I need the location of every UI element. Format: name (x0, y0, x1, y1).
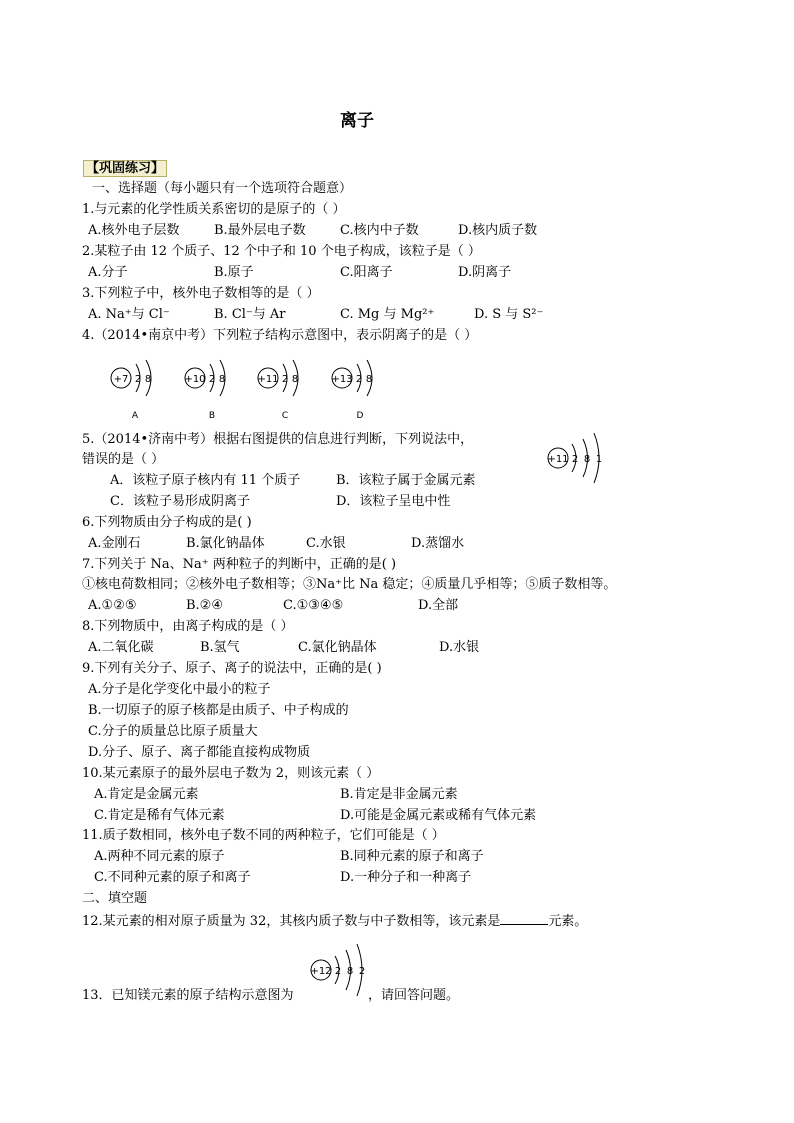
q1-stem: 1.与元素的化学性质关系密切的是原子的（ ） (82, 202, 346, 217)
q5-option-c: C．该粒子易形成阴离子 (110, 494, 250, 509)
q9-option-c: C.分子的质量总比原子质量大 (88, 724, 258, 739)
q9-option-d: D.分子、原子、离子都能直接构成物质 (88, 745, 311, 760)
section-tag: 【巩固练习】 (83, 160, 167, 177)
q10-stem: 10.某元素原子的最外层电子数为 2，则该元素（ ） (82, 766, 380, 781)
svg-text:2: 2 (355, 374, 363, 385)
q12-stem-after: 元素。 (548, 914, 588, 929)
q10-option-d: D.可能是金属元素或稀有气体元素 (340, 808, 537, 823)
q3-option-c: C. Mg 与 Mg²⁺ (340, 307, 435, 322)
q6-stem: 6.下列物质由分子构成的是( ) (82, 515, 252, 530)
q5-option-a: A．该粒子原子核内有 11 个质子 (110, 473, 301, 488)
nucleus-charge: +12 (310, 966, 332, 977)
q9-option-a: A.分子是化学变化中最小的粒子 (88, 682, 271, 697)
svg-text:8: 8 (291, 374, 299, 385)
q6-option-a: A.金刚石 (88, 536, 141, 551)
q5-stem-line1: 5.（2014•济南中考）根据右图提供的信息进行判断，下列说法中， (82, 432, 474, 447)
nucleus-charge: +10 (184, 374, 206, 385)
q10-option-c: C.肯定是稀有气体元素 (94, 808, 225, 823)
q8-stem: 8.下列物质中，由离子构成的是（ ） (82, 619, 294, 634)
q11-option-a: A.两种不同元素的原子 (94, 849, 225, 864)
q11-option-b: B.同种元素的原子和离子 (340, 849, 484, 864)
q6-option-d: D.蒸馏水 (411, 536, 465, 551)
nucleus-charge: +13 (331, 374, 353, 385)
q5-stem-line2: 错误的是（ ） (82, 452, 165, 467)
q12-answer-blank[interactable] (500, 912, 548, 925)
q5-option-b: B．该粒子属于金属元素 (336, 473, 476, 488)
q11-option-d: D.一种分子和一种离子 (340, 870, 472, 885)
q3-stem: 3.下列粒子中，核外电子数相等的是（ ） (82, 286, 320, 301)
svg-text:8: 8 (583, 454, 591, 465)
q2-option-b: B.原子 (214, 265, 254, 280)
q12-stem (82, 912, 587, 930)
svg-text:1: 1 (595, 454, 603, 465)
q4-stem: 4.（2014•南京中考）下列粒子结构示意图中，表示阴离子的是（ ） (82, 328, 478, 343)
diagram-label: D (356, 411, 364, 421)
q3-option-a: A. Na⁺与 Cl⁻ (88, 307, 170, 322)
q9-stem: 9.下列有关分子、原子、离子的说法中，正确的是( ) (82, 661, 382, 676)
q1-option-c: C.核内中子数 (340, 223, 419, 238)
part1-heading: 一、选择题（每小题只有一个选项符合题意） (92, 181, 353, 196)
q5-option-d: D．该粒子呈电中性 (336, 494, 451, 509)
q6-option-c: C.水银 (306, 536, 346, 551)
q7-option-c: C.①③④⑤ (283, 598, 344, 613)
q2-stem: 2.某粒子由 12 个质子、12 个中子和 10 个电子构成，该粒子是（ ） (82, 244, 481, 259)
q3-option-b: B. Cl⁻与 Ar (214, 307, 286, 322)
q13-stem-before: 13．已知镁元素的原子结构示意图为 (82, 988, 294, 1003)
q8-option-b: B.氢气 (200, 640, 240, 655)
shell-1-count: 2 (134, 374, 142, 385)
q11-option-c: C.不同种元素的原子和离子 (94, 870, 251, 885)
q7-statements: ①核电荷数相同；②核外电子数相等；③Na⁺比 Na 稳定；④质量几乎相等；⑤质子数相等。 (82, 577, 617, 592)
diagram-label: B (208, 411, 216, 421)
svg-text:8: 8 (346, 966, 354, 977)
svg-text:2: 2 (281, 374, 289, 385)
q4-diagram-d (329, 356, 389, 422)
q7-option-b: B.②④ (186, 598, 223, 613)
q10-option-b: B.肯定是非金属元素 (340, 787, 458, 802)
q6-option-b: B.氯化钠晶体 (186, 536, 265, 551)
q1-option-b: B.最外层电子数 (214, 223, 306, 238)
q2-option-c: C.阳离子 (340, 265, 393, 280)
q7-option-a: A.①②⑤ (88, 598, 137, 613)
diagram-label: A (131, 411, 139, 421)
q9-option-b: B.一切原子的原子核都是由质子、中子构成的 (88, 703, 349, 718)
q8-option-d: D.水银 (439, 640, 480, 655)
q7-stem: 7.下列关于 Na、Na⁺ 两种粒子的判断中，正确的是( ) (82, 557, 397, 572)
part2-heading: 二、填空题 (82, 891, 148, 906)
svg-text:2: 2 (208, 374, 216, 385)
q1-option-d: D.核内质子数 (458, 223, 538, 238)
q1-option-a: A.核外电子层数 (88, 223, 180, 238)
q4-diagram-c (255, 356, 315, 422)
svg-text:8: 8 (218, 374, 226, 385)
q2-option-a: A.分子 (88, 265, 128, 280)
q13-stem-after: ，请回答问题。 (368, 988, 460, 1003)
q2-option-d: D.阴离子 (458, 265, 512, 280)
q7-option-d: D.全部 (418, 598, 459, 613)
q8-option-c: C.氯化钠晶体 (298, 640, 377, 655)
svg-text:8: 8 (365, 374, 373, 385)
diagram-label: C (281, 411, 289, 421)
nucleus-charge: +11 (547, 454, 569, 465)
nucleus-charge: +11 (257, 374, 279, 385)
q4-diagram-a (108, 356, 168, 422)
shell-2-count: 8 (144, 374, 152, 385)
q11-stem: 11.质子数相同，核外电子数不同的两种粒子，它们可能是（ ） (82, 828, 445, 843)
q3-option-d: D. S 与 S²⁻ (474, 307, 544, 322)
q5-atom-diagram (545, 430, 615, 486)
q8-option-a: A.二氧化碳 (88, 640, 154, 655)
nucleus-charge: +7 (113, 374, 129, 385)
q12-stem-before: 12.某元素的相对原子质量为 32，其核内质子数与中子数相等，该元素是 (82, 914, 501, 929)
svg-text:2: 2 (334, 966, 342, 977)
q4-diagram-b (182, 356, 242, 422)
page-title: 离子 (340, 111, 374, 131)
svg-text:2: 2 (571, 454, 579, 465)
q10-option-a: A.肯定是金属元素 (94, 787, 199, 802)
svg-text:2: 2 (358, 966, 366, 977)
